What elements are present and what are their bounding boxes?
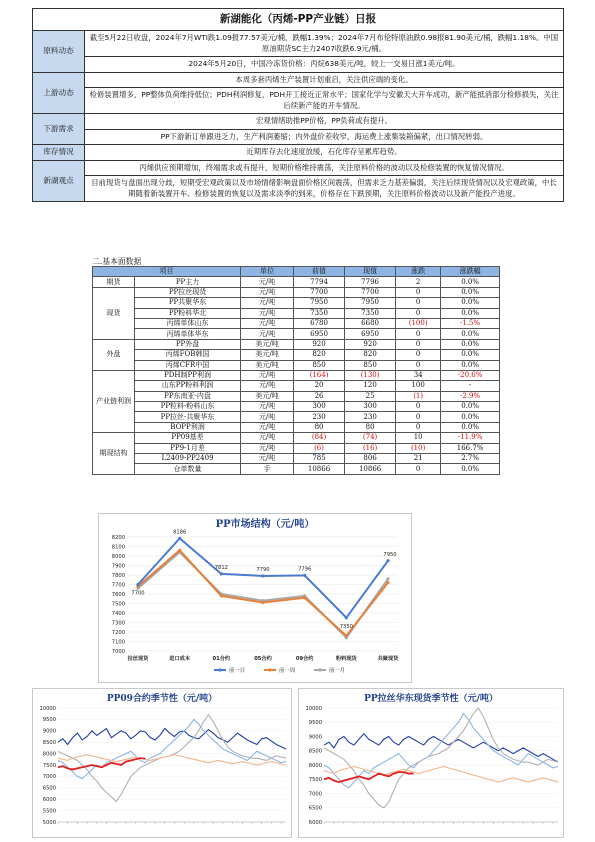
legend-label: 前一月: [329, 668, 346, 674]
cell-item: PP东南亚-内盘: [135, 391, 241, 401]
cell-unit: 元/吨: [241, 454, 294, 464]
table-row: [93, 308, 500, 318]
cell-item: PP粒料-粉料山东: [135, 402, 241, 412]
report-row: [33, 145, 564, 161]
row-group-label: 外盘: [93, 339, 135, 370]
report-text: 本周多套丙烯生产装置计划重启，关注供应端的变化。: [85, 72, 564, 88]
column-header: 涨跌幅: [441, 267, 500, 277]
y-tick-label: 6500: [42, 785, 56, 792]
cell-prev: 785: [294, 454, 345, 464]
cell-pct: 0.0%: [441, 339, 500, 349]
cell-unit: 美元/吨: [241, 350, 294, 360]
cell-chg: 2: [396, 277, 441, 287]
cell-chg: 0: [396, 298, 441, 308]
data-point: [345, 616, 348, 619]
data-label: 7790: [256, 566, 270, 573]
x-tick-label: 粉料现货: [335, 656, 357, 662]
cell-pct: 166.7%: [441, 443, 500, 453]
table-row: [93, 339, 500, 349]
cell-pct: 0.0%: [441, 298, 500, 308]
report-category: 原料动态: [33, 31, 85, 73]
y-tick-label: 10000: [39, 705, 56, 712]
cell-item: PP拉丝现货: [135, 287, 241, 297]
table-row: [93, 422, 500, 432]
cell-prev: 230: [294, 412, 345, 422]
cell-pct: -1.5%: [441, 318, 500, 328]
y-tick-label: 6500: [308, 805, 322, 812]
cell-item: 仓单数量: [135, 464, 241, 474]
y-tick-label: 9500: [308, 720, 322, 727]
cell-cur: 120: [345, 381, 396, 391]
table-row: [93, 443, 500, 453]
cell-prev: 820: [294, 350, 345, 360]
cell-item: PP粉料华北: [135, 308, 241, 318]
table-row: [93, 381, 500, 391]
cell-cur: 7700: [345, 287, 396, 297]
table-row: [93, 433, 500, 443]
column-header: 前值: [294, 267, 345, 277]
data-point: [386, 581, 389, 584]
x-tick-label: 05合约: [254, 656, 272, 662]
cell-prev: 7950: [294, 298, 345, 308]
column-header: 项目: [93, 267, 241, 277]
pp-spot-seasonality-svg: [298, 688, 564, 838]
report-category: 上游动态: [33, 72, 85, 114]
table-row: [93, 454, 500, 464]
cell-cur: 850: [345, 360, 396, 370]
report-row: [33, 72, 564, 88]
report-title: 新湖能化（丙烯-PP产业链）日报: [33, 9, 564, 31]
y-tick-label: 7300: [111, 620, 125, 627]
y-tick-label: 5500: [42, 808, 56, 815]
cell-unit: 元/吨: [241, 381, 294, 391]
table-row: [93, 464, 500, 474]
cell-pct: 0.0%: [441, 422, 500, 432]
report-row: [33, 129, 564, 145]
cell-chg: 0: [396, 287, 441, 297]
cell-unit: 元/吨: [241, 329, 294, 339]
cell-unit: 元/吨: [241, 433, 294, 443]
cell-prev: (164): [294, 370, 345, 380]
report-row: [33, 57, 564, 73]
cell-chg: 0: [396, 422, 441, 432]
y-tick-label: 7600: [111, 591, 125, 598]
cell-item: PP9-1月差: [135, 443, 241, 453]
cell-chg: 0: [396, 464, 441, 474]
pp-market-structure-chart: [98, 513, 412, 683]
cell-item: 丙烯单体华东: [135, 329, 241, 339]
y-tick-label: 10000: [305, 705, 322, 712]
data-point: [178, 537, 181, 540]
cell-chg: 100: [396, 381, 441, 391]
cell-pct: 0.0%: [441, 287, 500, 297]
cell-chg: 0: [396, 412, 441, 422]
y-tick-label: 7500: [42, 762, 56, 769]
chart-title: PP市场结构（元/吨）: [215, 519, 315, 530]
cell-pct: 2.7%: [441, 454, 500, 464]
cell-prev: 7350: [294, 308, 345, 318]
y-tick-label: 8000: [42, 751, 56, 758]
y-tick-label: 9500: [42, 717, 56, 724]
cell-chg: 0: [396, 350, 441, 360]
table-row: [93, 360, 500, 370]
cell-unit: 手: [241, 464, 294, 474]
legend-label: 前一日: [229, 668, 246, 674]
chart-frame: [299, 689, 564, 838]
table-row: [93, 318, 500, 328]
cell-cur: 920: [345, 339, 396, 349]
y-tick-label: 7500: [111, 601, 125, 608]
table-row: [93, 277, 500, 287]
table-header-row: [93, 267, 500, 277]
report-text: 宏观情绪助推PP价格，PP负荷或有提升。: [85, 114, 564, 130]
cell-cur: (130): [345, 370, 396, 380]
cell-prev: 6950: [294, 329, 345, 339]
row-group-label: 现货: [93, 287, 135, 339]
row-group-label: 产业链利润: [93, 370, 135, 432]
cell-prev: (6): [294, 443, 345, 453]
pp-market-structure-svg: [98, 513, 412, 683]
cell-unit: 元/吨: [241, 412, 294, 422]
data-point: [178, 549, 181, 552]
legend-marker: [268, 668, 271, 671]
daily-report-table: [32, 8, 564, 202]
data-point: [220, 572, 223, 575]
report-category: 库存情况: [33, 145, 85, 161]
cell-pct: -2.9%: [441, 391, 500, 401]
data-label: 7700: [131, 590, 145, 597]
cell-chg: (10): [396, 443, 441, 453]
basic-data-table: [92, 266, 500, 475]
cell-prev: 6780: [294, 318, 345, 328]
cell-pct: 0.0%: [441, 360, 500, 370]
y-tick-label: 7800: [111, 572, 125, 579]
report-text: 近期库存去化速度放缓，石化库存呈累库趋势。: [85, 145, 564, 161]
x-tick-label: 拉丝现货: [127, 656, 149, 662]
cell-chg: (1): [396, 391, 441, 401]
column-header: 单位: [241, 267, 294, 277]
cell-unit: 元/吨: [241, 308, 294, 318]
table-row: [93, 402, 500, 412]
cell-item: PP拉丝-共聚华东: [135, 412, 241, 422]
cell-item: PP外盘: [135, 339, 241, 349]
report-category: 下游需求: [33, 114, 85, 145]
x-tick-label: 共聚现货: [377, 656, 399, 662]
y-tick-label: 8500: [42, 740, 56, 746]
y-tick-label: 7900: [111, 563, 125, 570]
cell-cur: 300: [345, 402, 396, 412]
cell-prev: (84): [294, 433, 345, 443]
cell-chg: 0: [396, 360, 441, 370]
report-row: [33, 31, 564, 57]
cell-pct: -11.9%: [441, 433, 500, 443]
cell-unit: 元/吨: [241, 277, 294, 287]
cell-chg: (100): [396, 318, 441, 328]
table-row: [93, 391, 500, 401]
cell-cur: 25: [345, 391, 396, 401]
cell-unit: 元/吨: [241, 443, 294, 453]
cell-prev: 920: [294, 339, 345, 349]
table-row: [93, 412, 500, 422]
cell-prev: 26: [294, 391, 345, 401]
cell-cur: 820: [345, 350, 396, 360]
y-tick-label: 7000: [42, 774, 56, 781]
cell-prev: 10866: [294, 464, 345, 474]
cell-unit: 美元/吨: [241, 391, 294, 401]
y-tick-label: 7700: [111, 582, 125, 589]
y-tick-label: 5000: [42, 819, 56, 826]
pp-spot-seasonality-chart: [298, 688, 564, 838]
cell-pct: 0.0%: [441, 350, 500, 360]
column-header: 涨跌: [396, 267, 441, 277]
data-label: 7796: [298, 566, 312, 573]
column-header: 现值: [345, 267, 396, 277]
y-tick-label: 7400: [111, 610, 125, 617]
y-tick-label: 7200: [111, 629, 125, 636]
cell-cur: 6950: [345, 329, 396, 339]
cell-item: PP主力: [135, 277, 241, 287]
cell-cur: (16): [345, 443, 396, 453]
row-group-label: 期货: [93, 277, 135, 287]
cell-unit: 元/吨: [241, 287, 294, 297]
cell-pct: 0.0%: [441, 277, 500, 287]
cell-prev: 300: [294, 402, 345, 412]
report-text: 丙烯供应预期增加，终端需求或有提升，短期价格维持震荡，关注原料价格的波动以及检修装置的恢复情况情况。: [85, 160, 564, 176]
y-tick-label: 8100: [111, 544, 125, 551]
cell-pct: 0.0%: [441, 329, 500, 339]
report-text: 目前现货与盘面出现分歧，短期受宏观政策以及市场情绪影响盘面价格区间震荡，但需求乏力基差偏弱，关注后续现货情况以及宏观政策，中长期随着新装置开车、检修装置的恢复以及需求淡季的到来，价格存在下跌预期，关注原料价格波动以及新产能投产进度。: [85, 176, 564, 202]
data-point: [261, 601, 264, 604]
legend-marker: [218, 668, 221, 671]
y-tick-label: 8000: [111, 553, 125, 560]
y-tick-label: 7500: [308, 777, 322, 784]
cell-unit: 元/吨: [241, 318, 294, 328]
cell-cur: 7950: [345, 298, 396, 308]
data-point: [386, 577, 389, 580]
chart-title: PP拉丝华东现货季节性（元/吨）: [364, 694, 498, 704]
data-point: [345, 634, 348, 637]
table-row: [93, 298, 500, 308]
cell-chg: 0: [396, 329, 441, 339]
x-tick-label: 进口成本: [169, 656, 191, 662]
report-text: 2024年5月20日，中国冷冻货价格：丙烷638美元/吨，较上一交易日涨1美元/吨。: [85, 57, 564, 73]
cell-cur: (74): [345, 433, 396, 443]
cell-cur: 80: [345, 422, 396, 432]
data-label: 7350: [339, 623, 353, 630]
y-tick-label: 9000: [308, 734, 322, 741]
cell-prev: 7794: [294, 277, 345, 287]
cell-item: PP共聚华东: [135, 298, 241, 308]
report-category: 新湖观点: [33, 160, 85, 202]
chart-frame: [33, 689, 292, 838]
cell-unit: 元/吨: [241, 402, 294, 412]
cell-prev: 80: [294, 422, 345, 432]
report-row: [33, 160, 564, 176]
cell-pct: 0.0%: [441, 464, 500, 474]
cell-cur: 6680: [345, 318, 396, 328]
legend-marker: [318, 668, 321, 671]
x-tick-label: 09合约: [295, 656, 314, 662]
report-title-row: [33, 9, 564, 31]
cell-prev: 20: [294, 381, 345, 391]
table-row: [93, 350, 500, 360]
cell-pct: -: [441, 381, 500, 391]
cell-item: 丙烯CFR中国: [135, 360, 241, 370]
cell-cur: 7350: [345, 308, 396, 318]
table-row: [93, 329, 500, 339]
y-tick-label: 8000: [308, 762, 322, 769]
data-label: 8186: [173, 529, 187, 536]
cell-item: L2409-PP2409: [135, 454, 241, 464]
cell-chg: 0: [396, 308, 441, 318]
cell-unit: 元/吨: [241, 422, 294, 432]
cell-item: PDH制PP利润: [135, 370, 241, 380]
cell-unit: 美元/吨: [241, 339, 294, 349]
cell-chg: 10: [396, 433, 441, 443]
cell-prev: 7700: [294, 287, 345, 297]
y-tick-label: 6000: [42, 797, 56, 803]
cell-cur: 806: [345, 454, 396, 464]
y-tick-label: 7000: [111, 648, 125, 655]
legend-label: 前一周: [279, 668, 296, 674]
cell-unit: 元/吨: [241, 370, 294, 380]
cell-item: BOPP利润: [135, 422, 241, 432]
row-group-label: 期现结构: [93, 433, 135, 475]
report-text: 截至5月22日收盘，2024年7月WTI跌1.09报77.57美元/桶，跌幅1.39%；2024年7月布伦特原油跌0.98报81.90美元/桶，跌幅1.18%。中国原油期货SC主力2407收跌6.9元/桶。: [85, 31, 564, 57]
cell-item: 山东PP粉料利润: [135, 381, 241, 391]
report-row: [33, 176, 564, 202]
cell-pct: 0.0%: [441, 402, 500, 412]
data-point: [386, 559, 389, 562]
cell-cur: 230: [345, 412, 396, 422]
report-text: PP下游新订单跟进乏力，生产利润萎缩；内外盘价差收窄，海运费上涨集装箱偏紧，出口情况转弱。: [85, 129, 564, 145]
cell-unit: 元/吨: [241, 298, 294, 308]
section-heading: 二.基本面数据: [92, 257, 142, 266]
table-row: [93, 370, 500, 380]
data-point: [303, 596, 306, 599]
cell-pct: -20.6%: [441, 370, 500, 380]
report-text: 检修装置增多，PP整体负荷维持低位；PDH利润修复，PDH开工接近正常水平；国家化学与安徽天大开车成功，新产能抵消部分检修损失，关注后续新产能的开车情况。: [85, 88, 564, 114]
cell-item: PP09基差: [135, 433, 241, 443]
cell-pct: 0.0%: [441, 412, 500, 422]
cell-chg: 0: [396, 402, 441, 412]
cell-chg: 0: [396, 339, 441, 349]
data-point: [303, 574, 306, 577]
data-label: 7812: [214, 564, 228, 571]
cell-chg: 21: [396, 454, 441, 464]
cell-pct: 0.0%: [441, 308, 500, 318]
pp09-seasonality-svg: [32, 688, 292, 838]
data-point: [220, 594, 223, 597]
y-tick-label: 8200: [111, 534, 125, 541]
cell-chg: 34: [396, 370, 441, 380]
cell-item: 丙烯FOB韩国: [135, 350, 241, 360]
cell-cur: 10866: [345, 464, 396, 474]
cell-item: 丙烯单体山东: [135, 318, 241, 328]
y-tick-label: 7000: [308, 791, 322, 798]
data-point: [136, 583, 139, 586]
data-label: 7950: [383, 551, 397, 558]
report-row: [33, 114, 564, 130]
cell-unit: 美元/吨: [241, 360, 294, 370]
pp09-seasonality-chart: [32, 688, 292, 838]
y-tick-label: 7100: [111, 639, 125, 646]
y-tick-label: 8500: [308, 748, 322, 755]
chart-title: PP09合约季节性（元/吨）: [106, 694, 218, 704]
cell-prev: 850: [294, 360, 345, 370]
cell-cur: 7796: [345, 277, 396, 287]
y-tick-label: 9000: [42, 728, 56, 735]
data-point: [261, 574, 264, 577]
x-tick-label: 01合约: [212, 656, 231, 662]
report-row: [33, 88, 564, 114]
y-tick-label: 6000: [308, 819, 322, 826]
table-row: [93, 287, 500, 297]
